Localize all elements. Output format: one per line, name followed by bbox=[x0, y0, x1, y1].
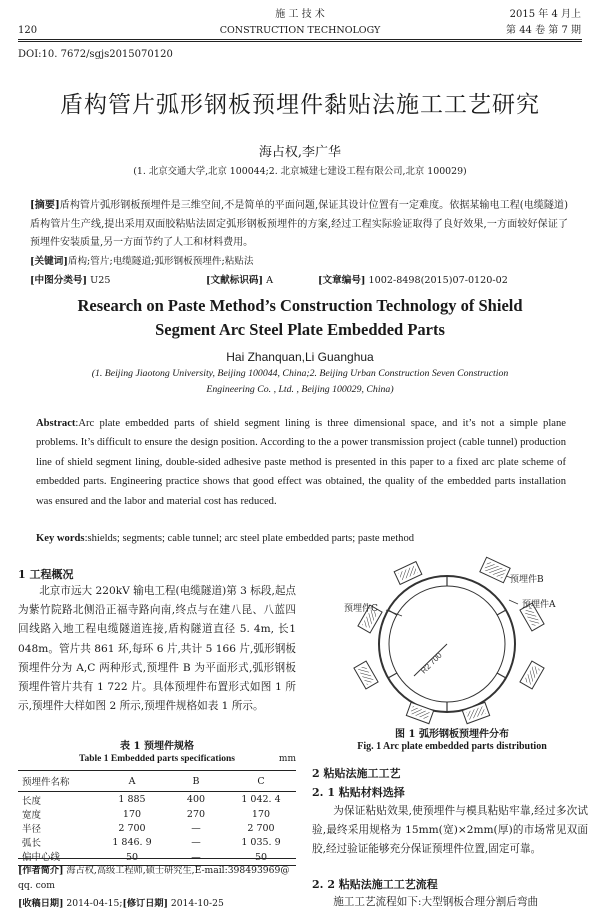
abstract-cn-label: [摘要] bbox=[30, 200, 60, 211]
keywords-en-label: Key words bbox=[36, 533, 85, 544]
author-note-label: [作者简介] bbox=[18, 865, 64, 876]
table-cell: 1 885 bbox=[118, 794, 146, 805]
author-note-text: 海占权,高级工程师,硕士研究生,E-mail:398493969@ bbox=[66, 865, 290, 876]
table-cell: — bbox=[191, 822, 201, 834]
table-cell: 50 bbox=[254, 851, 268, 863]
authors-en: Hai Zhanquan,Li Guanghua bbox=[226, 350, 374, 364]
keywords-en bbox=[36, 529, 566, 548]
article-number-field: [文章编号] 1002-8498(2015)07-0120-02 bbox=[318, 275, 508, 286]
table-row bbox=[18, 835, 296, 849]
figure1-caption-cn: 图 1 弧形钢板预埋件分布 bbox=[395, 729, 509, 740]
affiliation-en-line1: (1. Beijing Jiaotong University, Beijing 100044, China;2. Beijing Urban Construction Seven Construction bbox=[91, 368, 509, 379]
table-header-cell: B bbox=[192, 775, 200, 787]
header-date: 2015 年 4 月上 bbox=[509, 9, 581, 20]
table1-caption-en-text: Table 1 Embedded parts specifications bbox=[79, 754, 235, 764]
keywords-cn-text: 盾构;管片;电缆隧道;弧形钢板预埋件;粘贴法 bbox=[67, 256, 254, 267]
table-cell: — bbox=[191, 836, 201, 848]
radius-label: R2 700 bbox=[419, 650, 444, 676]
header-rule-thin bbox=[18, 41, 582, 42]
dates-note: [收稿日期] 2014-04-15;[修订日期] 2014-10-25 bbox=[18, 898, 224, 909]
label-part-a: 预埋件A bbox=[522, 600, 556, 610]
table-cell: 长度 bbox=[22, 796, 42, 807]
label-part-b: 预埋件B bbox=[510, 575, 544, 585]
table-cell: 170 bbox=[122, 808, 142, 820]
affiliation-en-line2: Engineering Co. , Ltd. , Beijing 100029, China) bbox=[206, 384, 394, 395]
table-cell: 50 bbox=[125, 851, 139, 863]
authors-cn: 海占权,李广华 bbox=[258, 145, 342, 160]
table1-caption-cn: 表 1 预埋件规格 bbox=[120, 741, 194, 752]
table-header-cell: 预埋件名称 bbox=[22, 777, 70, 788]
section2-1-text: 为保证粘贴效果,使预埋件与模具粘贴牢靠,经过多次试验,最终采用规格为 15mm(宽)×2mm(厚)的市场常见双面胶,经过验证能够充分保证预埋件位置,固定可靠。 bbox=[312, 805, 588, 856]
table-cell: 1 035. 9 bbox=[241, 836, 281, 848]
author-note bbox=[18, 864, 298, 878]
clc-field: [中图分类号] U25 bbox=[30, 275, 111, 286]
table-cell: 1 846. 9 bbox=[112, 836, 152, 848]
table-cell: 400 bbox=[186, 794, 206, 805]
table-cell: 170 bbox=[251, 808, 271, 820]
table-cell: 270 bbox=[186, 808, 206, 820]
table-row bbox=[18, 821, 296, 835]
keywords-en-text: :shields; segments; cable tunnel; arc steel plate embedded parts; paste method bbox=[84, 533, 415, 544]
table-header-cell: A bbox=[128, 775, 136, 787]
table-cell: 2 700 bbox=[247, 822, 275, 834]
section2-2-heading: 2. 2 粘贴法施工工艺流程 bbox=[312, 878, 438, 891]
label-part-c: 预埋件C bbox=[344, 604, 378, 614]
keywords-cn bbox=[30, 254, 254, 271]
table-cell: 宽度 bbox=[22, 810, 42, 821]
table-cell: 半径 bbox=[22, 824, 42, 835]
doi: DOI:10. 7672/sgjs2015070120 bbox=[18, 49, 173, 60]
title-en-line2: Segment Arc Steel Plate Embedded Parts bbox=[155, 320, 445, 339]
journal-name-en: CONSTRUCTION TECHNOLOGY bbox=[219, 25, 381, 36]
section1-text: 北京市远大 220kV 输电工程(电缆隧道)第 3 标段,起点为紫竹院路北侧沿正福寺路向南,终点与在建八昆、八蓝四回线路入地工程电缆隧道连接,盾构隧道直径 5. 4m, 长1 048m。管片共 861 环,每环 6 片,共计 5 166 片,弧形钢板预埋件分为 A,C 两种形式,预埋件 B 为平面形式,弧形钢板预埋件管片共有 1 722 片。具体预埋件布置形式如图 1 所示,预埋件大样如图 2 所示,预埋件规格如表 1 所示。 bbox=[18, 585, 297, 713]
journal-name-cn: 施 工 技 术 bbox=[275, 9, 325, 20]
title-en-line1: Research on Paste Method’s Construction Technology of Shield bbox=[77, 296, 523, 315]
abstract-cn-text: 盾构管片弧形钢板预埋件是三维空间,不是简单的平面问题,保证其设计位置有一定难度。依据某输电工程(电缆隧道)盾构管片生产线,提出采用双面胶粘贴法固定弧形钢板预埋件的方案,经过工程实际验证取得了良好效果,一方面较好保证了预埋件安装质量,另一方面节约了人工和材料费用。 bbox=[30, 200, 568, 249]
table-cell: 弧长 bbox=[22, 838, 42, 849]
table-row bbox=[18, 807, 296, 821]
abstract-cn bbox=[30, 197, 568, 253]
revised-date: 2014-10-25 bbox=[170, 898, 224, 909]
received-date: 2014-04-15 bbox=[66, 898, 120, 909]
title-cn: 盾构管片弧形钢板预埋件黏贴法施工工艺研究 bbox=[60, 92, 540, 118]
abstract-en-label: Abstract bbox=[36, 418, 76, 429]
table-cell: — bbox=[191, 851, 201, 863]
section2-1-heading: 2. 1 粘贴材料选择 bbox=[312, 786, 405, 799]
table-cell: 偏中心线 bbox=[22, 852, 61, 863]
affiliation-cn: (1. 北京交通大学,北京 100044;2. 北京城建七建设工程有限公司,北京 100029) bbox=[133, 166, 467, 177]
leader-a bbox=[509, 600, 518, 604]
abstract-en-text: :Arc plate embedded parts of shield segment lining is three dimensional space, and it’s not a simple plane problems. It’s difficult to ensure the design position. According to the a power transmission project (cable tunnel) production line of shield segment lining, double-sided adhesive paste method is presented in this paper to a fixed arc plate scheme of embedded parts. Engineering practice shows that good effect was obtained, the quality of the embedded parts installation was ensured and the labor and material cost has reduced. bbox=[36, 418, 566, 507]
embedded-hatching bbox=[358, 561, 540, 720]
author-email-tail: qq. com bbox=[18, 880, 55, 891]
footnote-rule bbox=[18, 858, 296, 859]
table-cell: 1 042. 4 bbox=[241, 794, 281, 805]
header-rule bbox=[18, 39, 582, 40]
keywords-cn-label: [关键词] bbox=[30, 256, 68, 267]
spec-table bbox=[18, 770, 296, 866]
classification-row bbox=[30, 273, 570, 290]
table-cell: 2 700 bbox=[118, 822, 146, 834]
table1-unit: mm bbox=[278, 754, 296, 764]
page-number: 120 bbox=[18, 25, 38, 36]
section2-heading: 2 粘贴法施工工艺 bbox=[312, 767, 401, 780]
table-row bbox=[18, 792, 296, 808]
table-header-row bbox=[18, 771, 296, 792]
table1-caption-en bbox=[18, 754, 296, 764]
section1-heading: 1 工程概况 bbox=[18, 568, 74, 581]
table-header-cell: C bbox=[257, 775, 265, 787]
abstract-en bbox=[36, 414, 566, 511]
volume-issue: 第 44 卷 第 7 期 bbox=[506, 25, 581, 36]
figure1-caption-en: Fig. 1 Arc plate embedded parts distribution bbox=[357, 741, 547, 752]
section2-2-text: 施工工艺流程如下:大型钢板合理分割后弯曲 bbox=[333, 896, 539, 908]
doc-code-field: [文献标识码] A bbox=[206, 275, 274, 286]
